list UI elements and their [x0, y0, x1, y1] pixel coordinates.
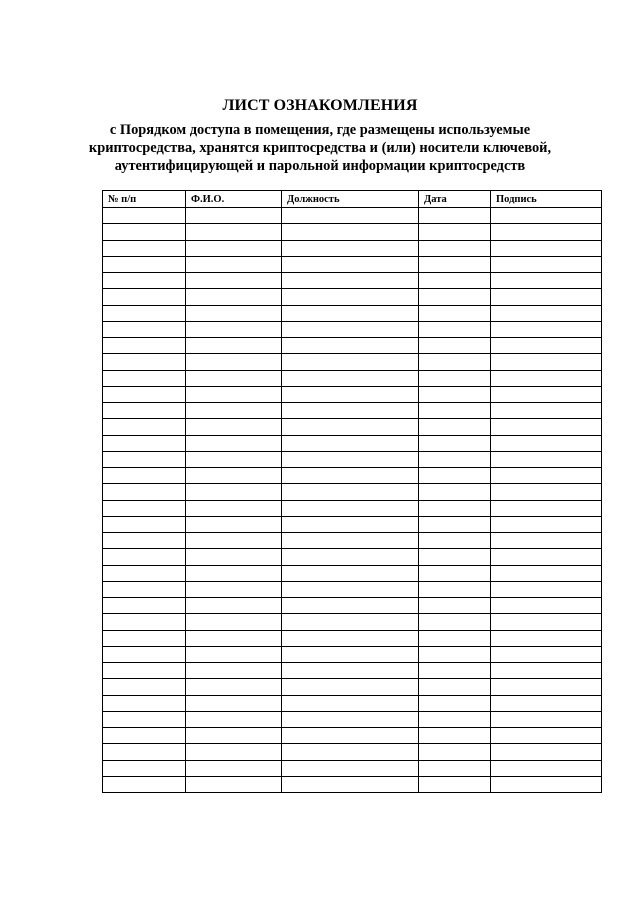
cell-number	[103, 760, 186, 776]
cell-position	[282, 435, 419, 451]
cell-signature	[491, 451, 602, 467]
table-row	[103, 354, 602, 370]
table-row	[103, 679, 602, 695]
cell-date	[419, 419, 491, 435]
cell-full-name	[186, 338, 282, 354]
cell-date	[419, 273, 491, 289]
cell-position	[282, 451, 419, 467]
cell-date	[419, 451, 491, 467]
table-row	[103, 224, 602, 240]
cell-date	[419, 630, 491, 646]
cell-date	[419, 565, 491, 581]
cell-full-name	[186, 386, 282, 402]
cell-signature	[491, 500, 602, 516]
cell-number	[103, 728, 186, 744]
table-row	[103, 338, 602, 354]
cell-signature	[491, 289, 602, 305]
cell-signature	[491, 516, 602, 532]
document-title: ЛИСТ ОЗНАКОМЛЕНИЯ	[222, 97, 418, 114]
cell-date	[419, 581, 491, 597]
table-row	[103, 776, 602, 792]
cell-position	[282, 533, 419, 549]
cell-position	[282, 370, 419, 386]
column-header-position: Должность	[282, 191, 419, 208]
table-row	[103, 435, 602, 451]
cell-position	[282, 305, 419, 321]
cell-full-name	[186, 256, 282, 272]
cell-signature	[491, 646, 602, 662]
table-row	[103, 451, 602, 467]
cell-date	[419, 728, 491, 744]
cell-date	[419, 679, 491, 695]
cell-date	[419, 711, 491, 727]
cell-date	[419, 744, 491, 760]
cell-position	[282, 256, 419, 272]
cell-number	[103, 321, 186, 337]
cell-number	[103, 208, 186, 224]
cell-number	[103, 598, 186, 614]
cell-number	[103, 516, 186, 532]
cell-position	[282, 386, 419, 402]
cell-number	[103, 646, 186, 662]
cell-position	[282, 289, 419, 305]
cell-position	[282, 516, 419, 532]
cell-full-name	[186, 549, 282, 565]
table-row	[103, 289, 602, 305]
table-row	[103, 646, 602, 662]
cell-full-name	[186, 435, 282, 451]
cell-number	[103, 386, 186, 402]
cell-full-name	[186, 646, 282, 662]
table-row	[103, 728, 602, 744]
table-row	[103, 630, 602, 646]
cell-signature	[491, 565, 602, 581]
cell-position	[282, 354, 419, 370]
cell-full-name	[186, 679, 282, 695]
cell-full-name	[186, 711, 282, 727]
cell-number	[103, 565, 186, 581]
cell-full-name	[186, 354, 282, 370]
cell-position	[282, 403, 419, 419]
cell-number	[103, 451, 186, 467]
table-row	[103, 305, 602, 321]
cell-signature	[491, 760, 602, 776]
cell-full-name	[186, 468, 282, 484]
cell-full-name	[186, 321, 282, 337]
cell-signature	[491, 321, 602, 337]
cell-date	[419, 549, 491, 565]
cell-position	[282, 224, 419, 240]
cell-date	[419, 500, 491, 516]
cell-date	[419, 533, 491, 549]
cell-full-name	[186, 208, 282, 224]
table-row	[103, 208, 602, 224]
cell-position	[282, 565, 419, 581]
cell-number	[103, 744, 186, 760]
table-row	[103, 468, 602, 484]
table-row	[103, 273, 602, 289]
cell-full-name	[186, 598, 282, 614]
cell-signature	[491, 240, 602, 256]
cell-signature	[491, 224, 602, 240]
cell-full-name	[186, 403, 282, 419]
cell-signature	[491, 663, 602, 679]
cell-number	[103, 370, 186, 386]
cell-number	[103, 776, 186, 792]
cell-full-name	[186, 484, 282, 500]
cell-position	[282, 630, 419, 646]
cell-date	[419, 598, 491, 614]
cell-position	[282, 338, 419, 354]
table-row	[103, 419, 602, 435]
cell-signature	[491, 598, 602, 614]
cell-position	[282, 679, 419, 695]
table-row	[103, 744, 602, 760]
cell-position	[282, 711, 419, 727]
document-subtitle	[0, 121, 640, 175]
cell-date	[419, 289, 491, 305]
table-row	[103, 256, 602, 272]
cell-position	[282, 663, 419, 679]
cell-number	[103, 484, 186, 500]
table-row	[103, 695, 602, 711]
cell-date	[419, 224, 491, 240]
cell-full-name	[186, 663, 282, 679]
cell-signature	[491, 256, 602, 272]
cell-full-name	[186, 760, 282, 776]
cell-date	[419, 240, 491, 256]
cell-position	[282, 549, 419, 565]
cell-signature	[491, 630, 602, 646]
cell-date	[419, 370, 491, 386]
cell-date	[419, 516, 491, 532]
table-row	[103, 711, 602, 727]
cell-signature	[491, 776, 602, 792]
cell-position	[282, 744, 419, 760]
cell-signature	[491, 549, 602, 565]
cell-position	[282, 598, 419, 614]
cell-date	[419, 646, 491, 662]
cell-signature	[491, 370, 602, 386]
cell-signature	[491, 403, 602, 419]
cell-full-name	[186, 305, 282, 321]
cell-number	[103, 338, 186, 354]
cell-signature	[491, 386, 602, 402]
table-row	[103, 484, 602, 500]
cell-full-name	[186, 224, 282, 240]
cell-number	[103, 549, 186, 565]
cell-number	[103, 614, 186, 630]
cell-date	[419, 776, 491, 792]
subtitle-line: аутентифицирующей и парольной информации криптосредств	[114, 158, 526, 174]
cell-date	[419, 305, 491, 321]
cell-full-name	[186, 533, 282, 549]
cell-number	[103, 679, 186, 695]
table-row	[103, 500, 602, 516]
cell-date	[419, 256, 491, 272]
cell-number	[103, 435, 186, 451]
cell-signature	[491, 468, 602, 484]
column-header-date: Дата	[419, 191, 491, 208]
table-row	[103, 370, 602, 386]
table-row	[103, 760, 602, 776]
cell-signature	[491, 533, 602, 549]
cell-full-name	[186, 776, 282, 792]
table-row	[103, 386, 602, 402]
cell-signature	[491, 338, 602, 354]
cell-full-name	[186, 565, 282, 581]
cell-number	[103, 289, 186, 305]
table-row	[103, 403, 602, 419]
table-row	[103, 516, 602, 532]
cell-full-name	[186, 240, 282, 256]
cell-full-name	[186, 695, 282, 711]
table-body	[103, 208, 602, 793]
cell-position	[282, 484, 419, 500]
cell-signature	[491, 273, 602, 289]
table-row	[103, 581, 602, 597]
cell-signature	[491, 484, 602, 500]
table-row	[103, 321, 602, 337]
subtitle-line: с Порядком доступа в помещения, где размещены используемые	[109, 122, 531, 138]
cell-position	[282, 760, 419, 776]
cell-full-name	[186, 516, 282, 532]
cell-position	[282, 468, 419, 484]
cell-position	[282, 728, 419, 744]
cell-position	[282, 419, 419, 435]
cell-signature	[491, 581, 602, 597]
cell-signature	[491, 305, 602, 321]
cell-number	[103, 533, 186, 549]
cell-number	[103, 419, 186, 435]
cell-number	[103, 468, 186, 484]
cell-full-name	[186, 273, 282, 289]
column-header-signature: Подпись	[491, 191, 602, 208]
cell-date	[419, 338, 491, 354]
cell-signature	[491, 614, 602, 630]
cell-full-name	[186, 289, 282, 305]
cell-position	[282, 208, 419, 224]
cell-signature	[491, 711, 602, 727]
cell-position	[282, 695, 419, 711]
table-row	[103, 565, 602, 581]
table-row	[103, 533, 602, 549]
cell-number	[103, 663, 186, 679]
cell-date	[419, 695, 491, 711]
cell-signature	[491, 208, 602, 224]
cell-number	[103, 273, 186, 289]
cell-number	[103, 711, 186, 727]
cell-position	[282, 581, 419, 597]
cell-date	[419, 760, 491, 776]
cell-number	[103, 581, 186, 597]
cell-date	[419, 354, 491, 370]
cell-full-name	[186, 728, 282, 744]
table-row	[103, 663, 602, 679]
cell-date	[419, 663, 491, 679]
table-row	[103, 240, 602, 256]
cell-date	[419, 614, 491, 630]
cell-signature	[491, 354, 602, 370]
cell-position	[282, 321, 419, 337]
cell-full-name	[186, 419, 282, 435]
cell-full-name	[186, 614, 282, 630]
cell-date	[419, 468, 491, 484]
cell-number	[103, 500, 186, 516]
table-row	[103, 598, 602, 614]
cell-number	[103, 224, 186, 240]
cell-position	[282, 614, 419, 630]
cell-date	[419, 208, 491, 224]
cell-full-name	[186, 581, 282, 597]
cell-number	[103, 630, 186, 646]
table-row	[103, 549, 602, 565]
cell-signature	[491, 728, 602, 744]
cell-full-name	[186, 451, 282, 467]
cell-signature	[491, 419, 602, 435]
cell-number	[103, 403, 186, 419]
cell-date	[419, 435, 491, 451]
cell-position	[282, 776, 419, 792]
cell-signature	[491, 695, 602, 711]
column-header-number: № п/п	[103, 191, 186, 208]
cell-full-name	[186, 500, 282, 516]
cell-number	[103, 695, 186, 711]
cell-signature	[491, 435, 602, 451]
cell-number	[103, 354, 186, 370]
cell-position	[282, 273, 419, 289]
cell-number	[103, 256, 186, 272]
cell-signature	[491, 744, 602, 760]
cell-position	[282, 240, 419, 256]
cell-position	[282, 646, 419, 662]
column-header-full-name: Ф.И.О.	[186, 191, 282, 208]
cell-date	[419, 403, 491, 419]
cell-number	[103, 305, 186, 321]
cell-full-name	[186, 744, 282, 760]
cell-full-name	[186, 630, 282, 646]
table-row	[103, 614, 602, 630]
cell-date	[419, 321, 491, 337]
cell-date	[419, 484, 491, 500]
cell-position	[282, 500, 419, 516]
subtitle-line: криптосредства, хранятся криптосредства и (или) носители ключевой,	[88, 140, 552, 156]
cell-number	[103, 240, 186, 256]
cell-date	[419, 386, 491, 402]
cell-full-name	[186, 370, 282, 386]
table-header-row	[103, 191, 602, 208]
acknowledgment-table	[102, 190, 602, 793]
cell-signature	[491, 679, 602, 695]
